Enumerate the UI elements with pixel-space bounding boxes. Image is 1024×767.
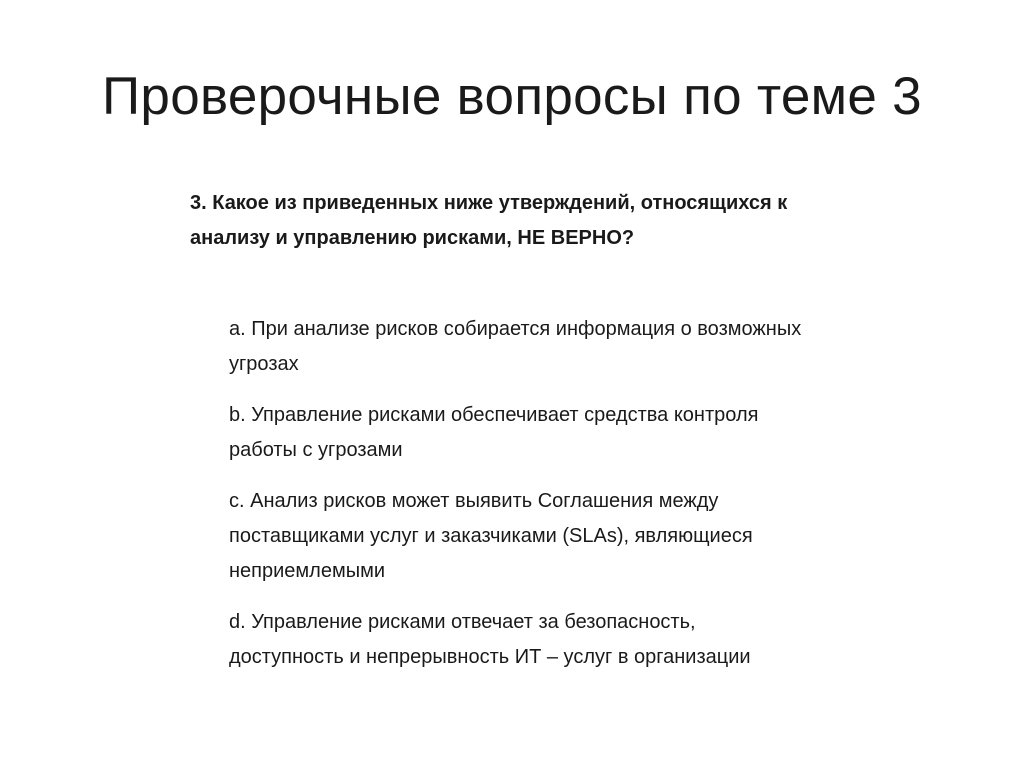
answer-list [229, 312, 809, 691]
answer-option-b: b. Управление рисками обеспечивает средства контроля работы с угрозами [229, 404, 759, 461]
answer-option-d: d. Управление рисками отвечает за безопасность, доступность и непрерывность ИТ – услуг в организации [229, 611, 751, 668]
question-text: 3. Какое из приведенных ниже утверждений, относящихся к анализу и управлению рисками, НЕ ВЕРНО? [190, 192, 788, 249]
answer-option-c: c. Анализ рисков может выявить Соглашения между поставщиками услуг и заказчиками (SLAs), являющиеся неприемлемыми [229, 490, 753, 582]
slide-title: Проверочные вопросы по теме 3 [102, 67, 922, 126]
answer-option-a: a. При анализе рисков собирается информация о возможных угрозах [229, 318, 802, 375]
